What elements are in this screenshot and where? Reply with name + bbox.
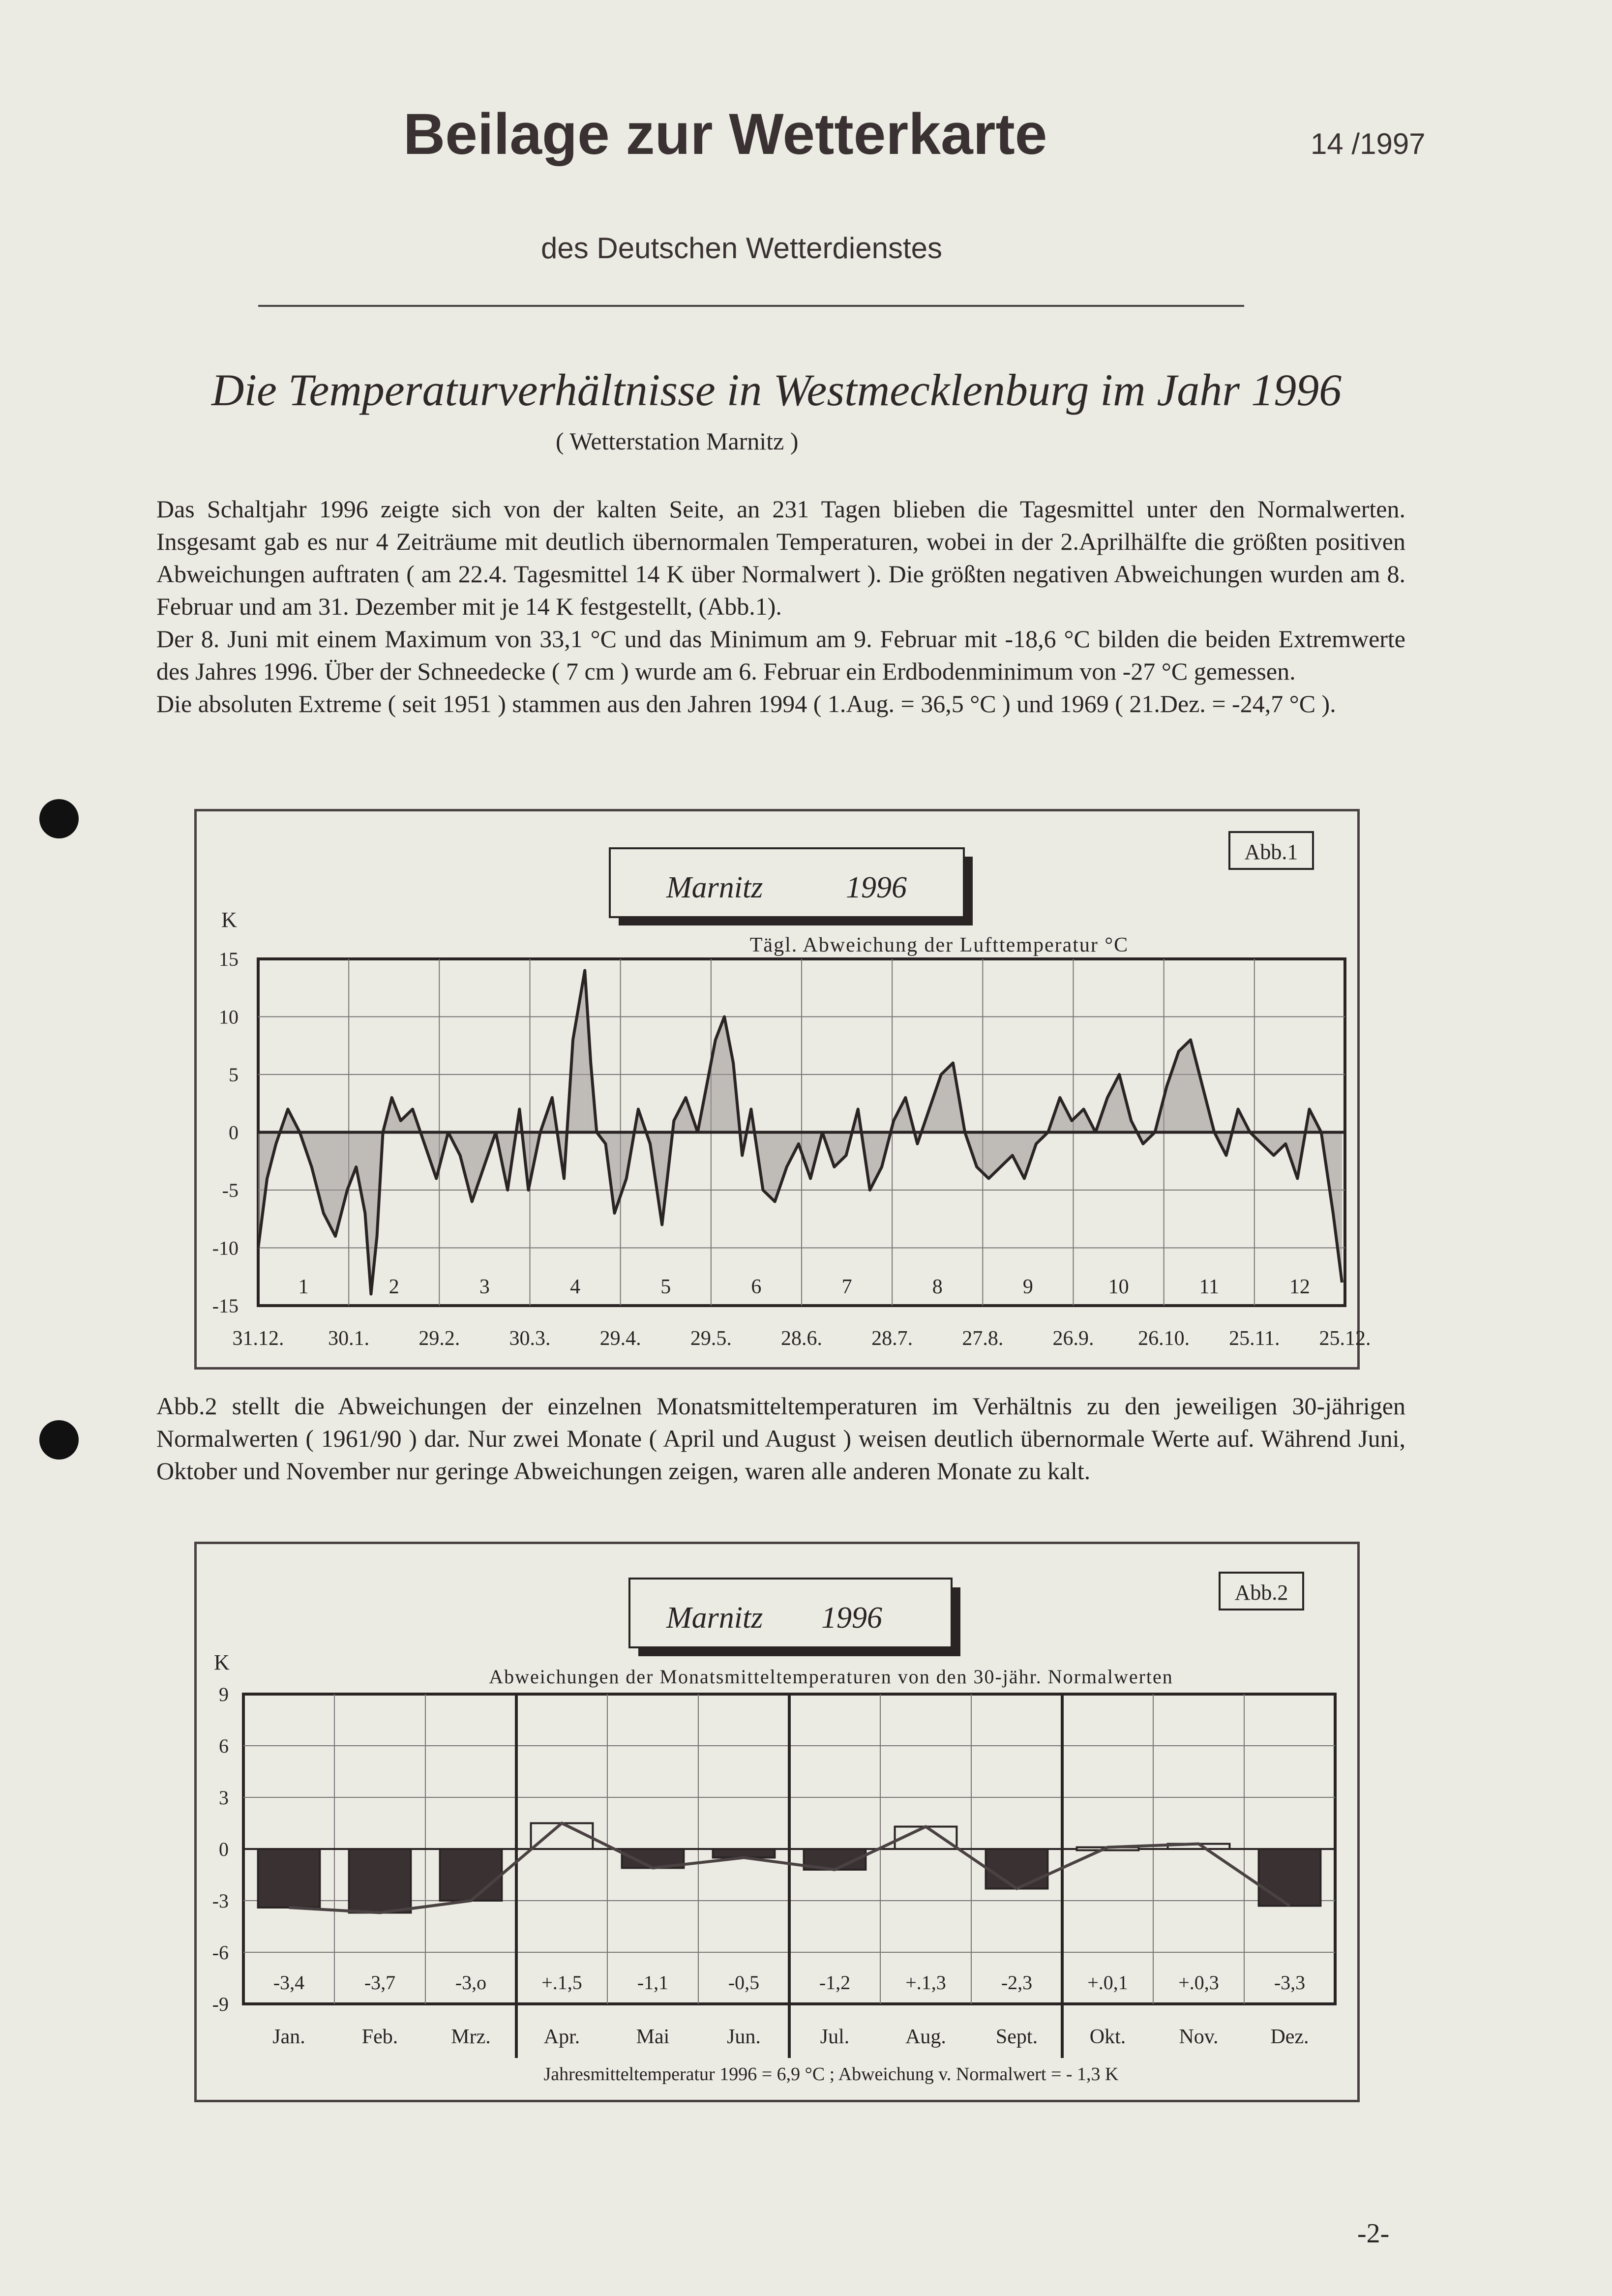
x-tick-date-label: 25.12. — [1319, 1327, 1371, 1350]
figure-label: Abb.1 — [1244, 840, 1298, 864]
deviation-area — [1191, 1040, 1202, 1133]
y-tick-label: -3 — [212, 1890, 229, 1912]
x-tick-date-label: 28.7. — [871, 1327, 913, 1350]
deviation-area — [573, 971, 585, 1133]
x-category-label: Sept. — [995, 2026, 1038, 2048]
chart-title: Abweichungen der Monatsmitteltemperaturen von den 30-jähr. Normalwerten — [489, 1666, 1173, 1688]
x-tick-date-label: 30.1. — [328, 1327, 370, 1350]
publisher-subtitle: des Deutschen Wetterdienstes — [541, 232, 943, 265]
month-number-label: 5 — [660, 1276, 671, 1298]
page-number: -2- — [1357, 2218, 1390, 2249]
x-category-label: Jul. — [820, 2026, 850, 2048]
y-axis-label: K — [214, 1650, 230, 1674]
y-tick-label: -15 — [212, 1295, 239, 1317]
title-box — [610, 848, 964, 917]
bar-value-label: -0,5 — [728, 1971, 760, 1994]
deviation-area — [472, 1133, 484, 1202]
month-bar — [258, 1849, 320, 1908]
deviation-area — [335, 1133, 347, 1237]
intro-paragraph: Die absoluten Extreme ( seit 1951 ) stammen aus den Jahren 1994 ( 1.Aug. = 36,5 °C ) und 1969 ( 21.Dez. = -24,7 °C ). — [156, 690, 1336, 717]
x-tick-date-label: 27.8. — [962, 1327, 1004, 1350]
header-rule — [258, 305, 1244, 307]
station-name: ( Wetterstation Marnitz ) — [556, 427, 799, 455]
x-category-label: Okt. — [1089, 2026, 1126, 2048]
bar-value-label: -3,4 — [273, 1971, 305, 1994]
bar-value-label: -1,2 — [819, 1971, 851, 1994]
x-category-label: Apr. — [543, 2026, 580, 2048]
bar-value-label: -3,7 — [364, 1971, 396, 1994]
page-title: Beilage zur Wetterkarte — [403, 102, 1047, 167]
month-number-label: 8 — [932, 1276, 943, 1298]
y-tick-label: 6 — [219, 1735, 229, 1757]
abb2-text — [156, 1390, 1405, 1487]
bar-value-label: -3,o — [455, 1971, 487, 1994]
chart-station-label: Marnitz — [666, 1601, 763, 1635]
y-tick-label: -10 — [212, 1237, 239, 1259]
month-bar — [1259, 1849, 1321, 1906]
bar-value-label: +.1,5 — [541, 1971, 582, 1994]
x-tick-date-label: 31.12. — [232, 1327, 284, 1350]
month-number-label: 10 — [1108, 1276, 1129, 1298]
bar-value-label: -3,3 — [1274, 1971, 1306, 1994]
month-number-label: 11 — [1199, 1276, 1219, 1298]
month-number-label: 4 — [570, 1276, 581, 1298]
x-category-label: Feb. — [361, 2026, 398, 2048]
x-category-label: Jan. — [272, 2026, 305, 2048]
x-tick-date-label: 28.6. — [781, 1327, 822, 1350]
x-category-label: Dez. — [1270, 2026, 1309, 2048]
month-number-label: 1 — [298, 1276, 309, 1298]
chart-abb1 — [197, 811, 1371, 1367]
month-number-label: 7 — [841, 1276, 852, 1298]
x-category-label: Mai — [636, 2026, 670, 2048]
intro-paragraph: Das Schaltjahr 1996 zeigte sich von der kalten Seite, an 231 Tagen blieben die Tagesmittel unter den Normalwerten. Insgesamt gab es nur 4 Zeiträume mit deutlich übernormalen Temperaturen, wobei in der 2.Aprilhälfte die größten positiven Abweichungen auftraten ( am 22.4. Tagesmittel 14 K über Normalwert ). Die größten negativen Abweichungen wurden am 8. Februar und am 31. Dezember mit je 14 K festgestellt, (Abb.1). — [156, 495, 1405, 620]
y-tick-label: 10 — [219, 1006, 239, 1028]
x-tick-date-label: 29.4. — [599, 1327, 641, 1350]
bar-value-label: -2,3 — [1001, 1971, 1033, 1994]
month-number-label: 12 — [1289, 1276, 1310, 1298]
chart-abb1-frame — [194, 809, 1371, 1370]
punch-hole-upper — [39, 799, 79, 838]
deviation-area — [1333, 1133, 1342, 1283]
deviation-area — [324, 1133, 335, 1237]
bar-value-label: +.1,3 — [905, 1971, 946, 1994]
month-bar — [986, 1849, 1048, 1889]
y-tick-label: -6 — [212, 1941, 229, 1964]
y-tick-label: -9 — [212, 1993, 229, 2015]
x-tick-date-label: 25.11. — [1229, 1327, 1280, 1350]
x-tick-date-label: 29.5. — [690, 1327, 732, 1350]
deviation-area — [1179, 1040, 1191, 1133]
x-tick-date-label: 29.2. — [418, 1327, 460, 1350]
abb2-paragraph: Abb.2 stellt die Abweichungen der einzelnen Monatsmitteltemperaturen im Verhältnis zu den jeweiligen 30-jährigen Normalwerten ( 1961/90 ) dar. Nur zwei Monate ( April und August ) weisen deutlich übernormale Werte auf. Während Juni, Oktober und November nur geringe Abweichungen zeigen, waren alle anderen Monate zu kalt. — [156, 1392, 1405, 1485]
bar-value-label: +.0,1 — [1087, 1971, 1128, 1994]
month-bar — [349, 1849, 411, 1913]
month-bar — [440, 1849, 502, 1901]
month-number-label: 9 — [1022, 1276, 1033, 1298]
month-number-label: 2 — [388, 1276, 399, 1298]
month-number-label: 6 — [751, 1276, 762, 1298]
y-tick-label: 3 — [219, 1787, 229, 1809]
chart-year-label: 1996 — [846, 871, 907, 904]
x-category-label: Jun. — [727, 2026, 761, 2048]
deviation-area — [1167, 1051, 1179, 1133]
x-category-label: Aug. — [905, 2026, 946, 2048]
punch-hole-lower — [39, 1420, 79, 1460]
bar-value-label: +.0,3 — [1178, 1971, 1219, 1994]
chart-abb2-frame — [194, 1542, 1360, 2102]
y-tick-label: 0 — [229, 1121, 239, 1144]
x-tick-date-label: 30.3. — [509, 1327, 551, 1350]
x-tick-date-label: 26.9. — [1052, 1327, 1094, 1350]
deviation-area — [775, 1133, 787, 1202]
annual-summary: Jahresmitteltemperatur 1996 = 6,9 °C ; Abweichung v. Normalwert = - 1,3 K — [543, 2064, 1119, 2085]
intro-text — [156, 493, 1405, 720]
article-heading: Die Temperaturverhältnisse in Westmecklenburg im Jahr 1996 — [211, 365, 1342, 415]
x-tick-date-label: 26.10. — [1138, 1327, 1190, 1350]
month-number-label: 3 — [479, 1276, 490, 1298]
y-tick-label: 9 — [219, 1683, 229, 1705]
intro-paragraph: Der 8. Juni mit einem Maximum von 33,1 °C und das Minimum am 9. Februar mit -18,6 °C bilden die beiden Extremwerte des Jahres 1996. Über der Schneedecke ( 7 cm ) wurde am 6. Februar ein Erdbodenminimum von -27 °C gemessen. — [156, 625, 1405, 685]
y-tick-label: 15 — [219, 948, 239, 970]
x-category-label: Mrz. — [451, 2026, 491, 2048]
y-tick-label: 5 — [229, 1064, 239, 1086]
y-tick-label: -5 — [222, 1179, 239, 1201]
chart-abb2 — [197, 1544, 1357, 2100]
figure-label: Abb.2 — [1234, 1580, 1288, 1605]
x-category-label: Nov. — [1179, 2026, 1219, 2048]
y-tick-label: 0 — [219, 1838, 229, 1860]
month-bar — [531, 1823, 593, 1849]
chart-year-label: 1996 — [821, 1601, 882, 1635]
deviation-area — [1013, 1133, 1024, 1179]
bar-value-label: -1,1 — [637, 1971, 669, 1994]
chart-station-label: Marnitz — [666, 871, 763, 904]
y-axis-label: K — [221, 908, 237, 932]
issue-number: 14 /1997 — [1311, 127, 1426, 160]
chart-title: Tägl. Abweichung der Lufttemperatur °C — [749, 934, 1129, 956]
